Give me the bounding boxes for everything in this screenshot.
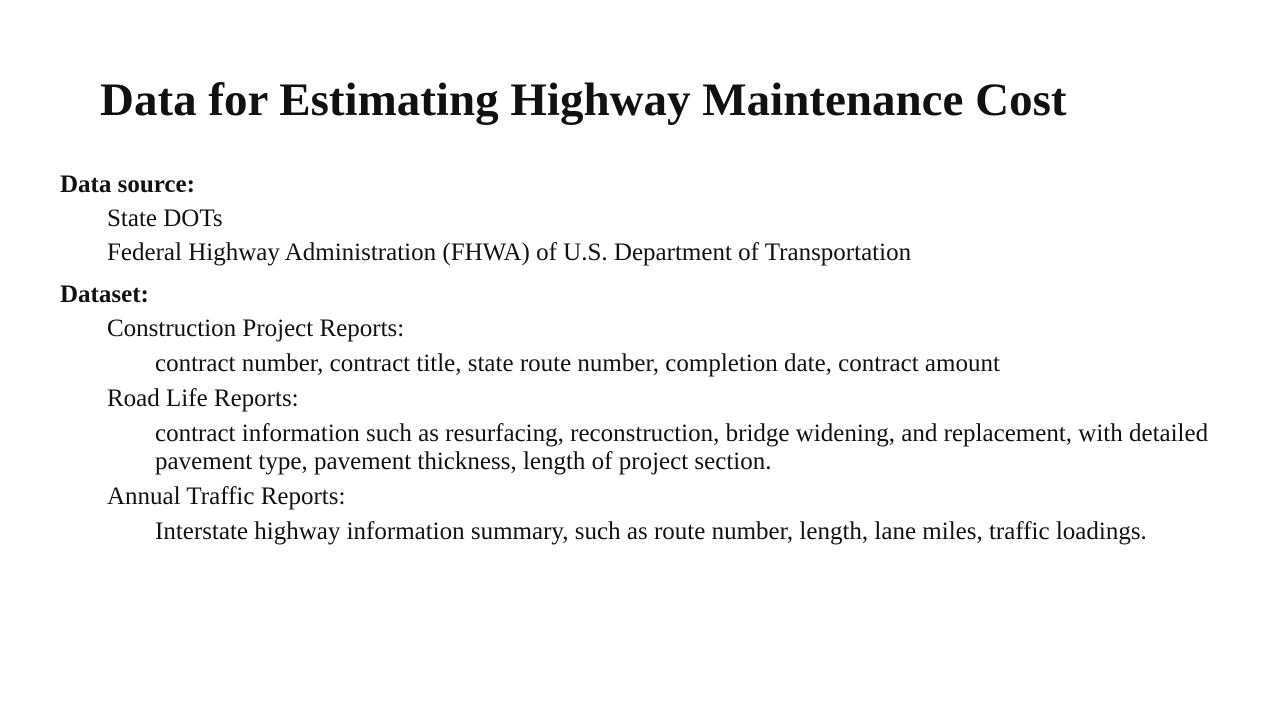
dataset-heading: Dataset:: [60, 281, 149, 308]
report-detail: Interstate highway information summary, such as route number, length, lane miles, traffic loadings.: [155, 518, 1147, 545]
report-detail: contract number, contract title, state route number, completion date, contract amount: [155, 350, 1000, 377]
report-name: Road Life Reports:: [107, 385, 299, 412]
report-detail: contract information such as resurfacing, reconstruction, bridge widening, and replacement, with detailed pavement type, pavement thickness, length of project section.: [155, 420, 1209, 475]
report-name: Annual Traffic Reports:: [107, 483, 346, 510]
slide-title: Data for Estimating Highway Maintenance Cost: [100, 74, 1067, 126]
data-source-item: Federal Highway Administration (FHWA) of U.S. Department of Transportation: [107, 239, 912, 266]
slide-content: [60, 168, 1240, 550]
data-source-heading: Data source:: [60, 171, 195, 198]
report-name: Construction Project Reports:: [107, 315, 405, 342]
data-source-item: State DOTs: [107, 205, 223, 232]
